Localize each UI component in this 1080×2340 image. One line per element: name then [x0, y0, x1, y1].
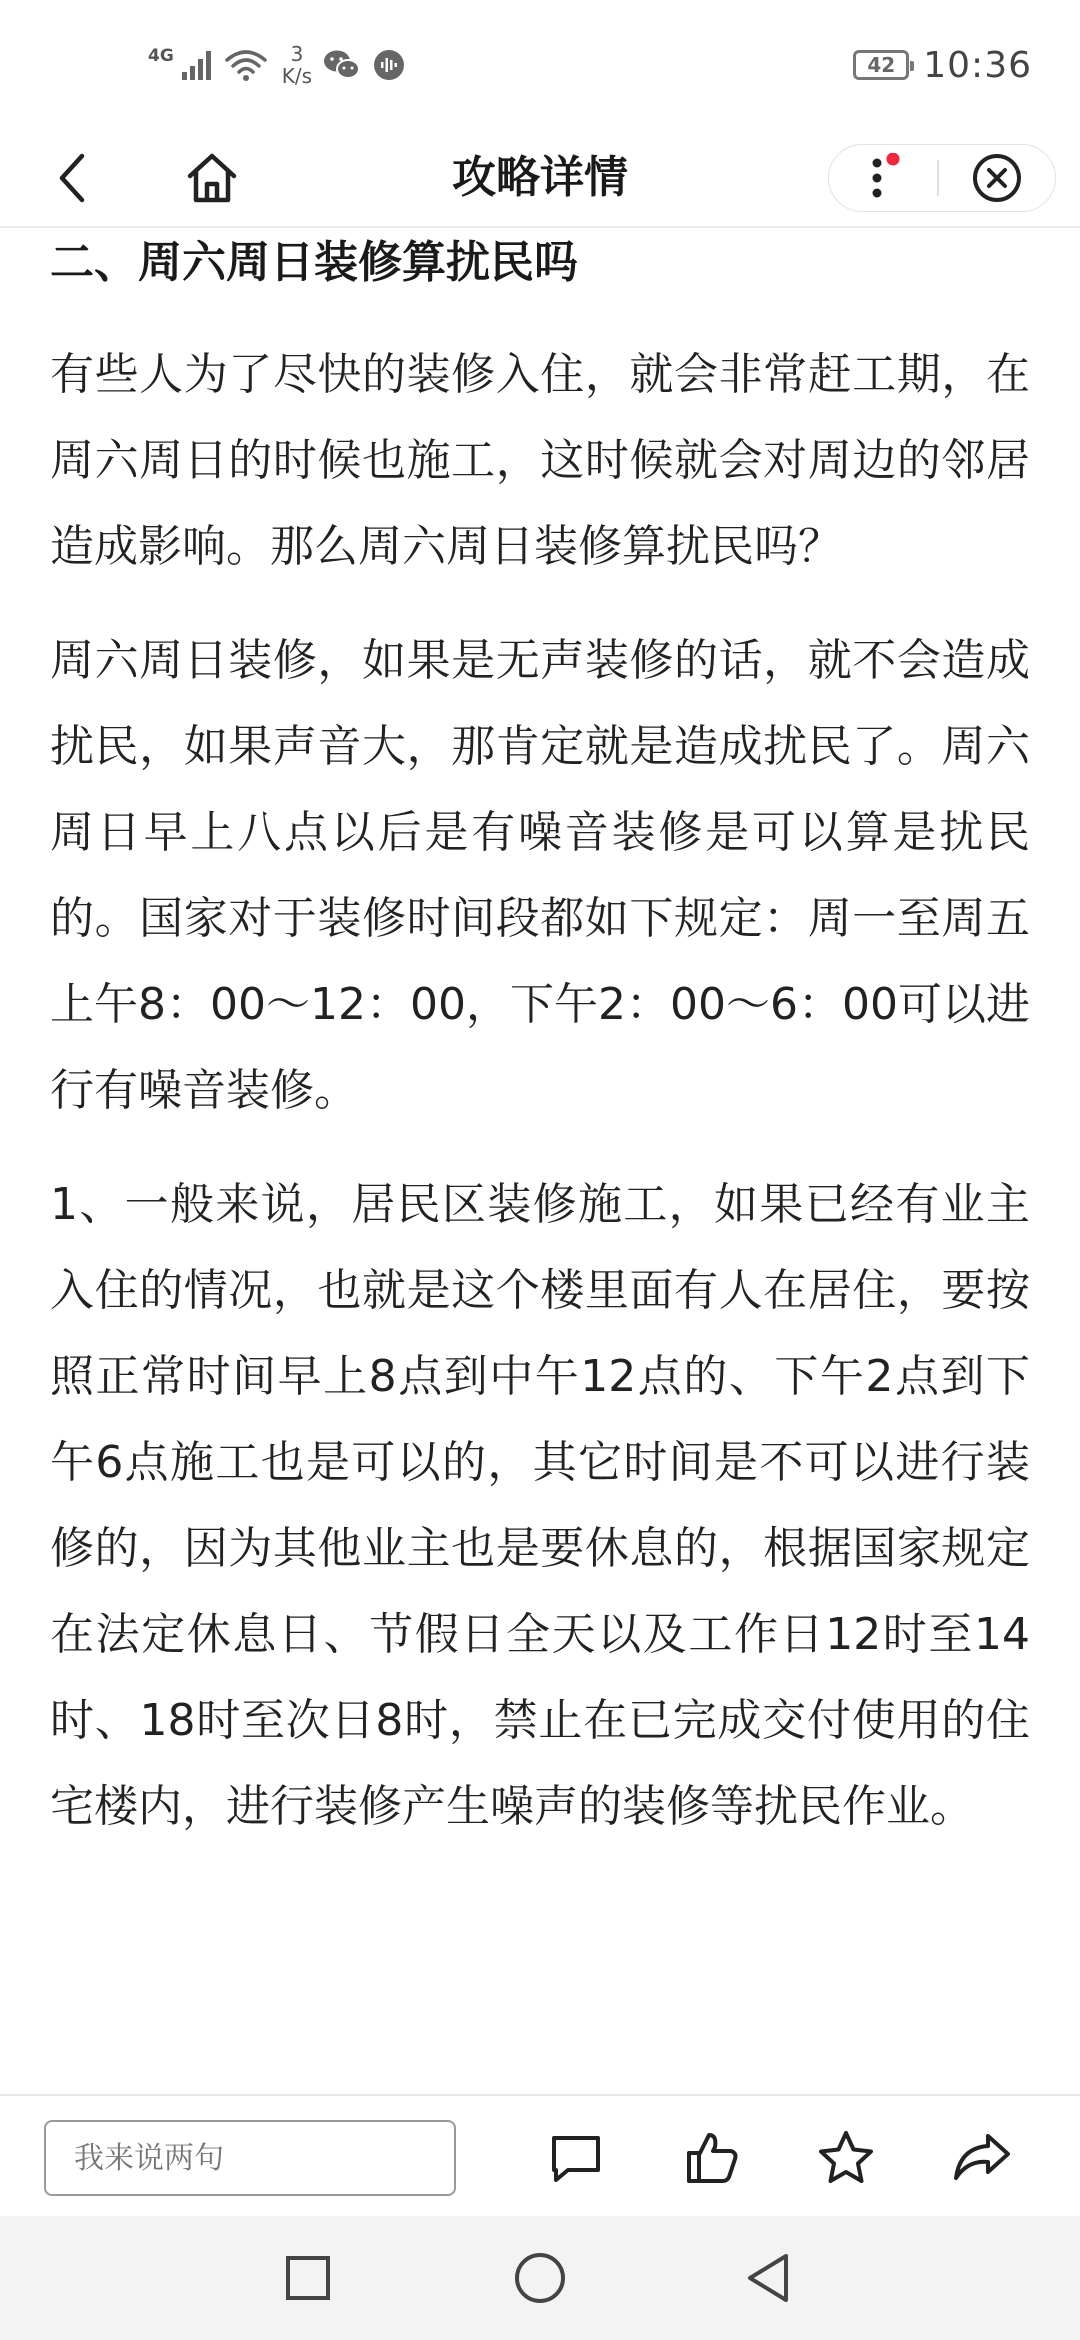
comment-bar	[0, 2094, 1080, 2218]
section-title: 二、周六周日装修算扰民吗	[50, 237, 578, 288]
article-paragraph: 周六周日装修，如果是无声装修的话，就不会造成扰民，如果声音大，那肯定就是造成扰民了。周六周日早上八点以后是有噪音装修是可以算是扰民的。国家对于装修时间段都如下规定：周一至周五上午8：00～12：00，下午2：00～6：00可以进行有噪音装修。	[50, 635, 1030, 1116]
network-type-label: 4G	[148, 46, 174, 66]
article-content[interactable]	[50, 226, 1030, 2092]
wifi-icon	[224, 48, 268, 82]
clock: 10:36	[923, 44, 1032, 86]
comment-input[interactable]	[44, 2120, 456, 2196]
close-button[interactable]	[939, 144, 1055, 212]
status-left	[148, 40, 406, 90]
home-circle-icon	[512, 2250, 568, 2306]
status-bar	[0, 0, 1080, 130]
article-paragraph: 1、一般来说，居民区装修施工，如果已经有业主入住的情况，也就是这个楼里面有人在居住，要按照正常时间早上8点到中午12点的、下午2点到下午6点施工也是可以的，其它时间是不可以进行装修的，因为其他业主也是要休息的，根据国家规定在法定休息日、节假日全天以及工作日12时至14时、18时至次日8时，禁止在已完成交付使用的住宅楼内，进行装修产生噪声的装修等扰民作业。	[50, 1179, 1030, 1832]
more-button[interactable]	[829, 144, 937, 212]
close-circle-icon	[971, 152, 1023, 204]
network-speed	[282, 43, 312, 87]
recent-apps-icon	[283, 2253, 333, 2303]
favorite-button[interactable]	[812, 2124, 880, 2192]
system-nav-bar	[0, 2216, 1080, 2340]
battery-icon	[853, 50, 909, 80]
network-speed-unit: K/s	[281, 64, 313, 88]
share-icon	[952, 2130, 1012, 2186]
page-title: 攻略详情	[452, 152, 628, 203]
like-icon	[683, 2129, 741, 2187]
cellular-signal-icon	[180, 48, 214, 82]
article-paragraph: 有些人为了尽快的装修入住，就会非常赶工期，在周六周日的时候也施工，这时候就会对周边的邻居造成影响。那么周六周日装修算扰民吗？	[50, 349, 1030, 572]
wechat-icon	[322, 48, 362, 82]
voice-app-icon	[372, 48, 406, 82]
like-button[interactable]	[678, 2124, 746, 2192]
mini-program-capsule	[828, 144, 1056, 212]
notification-dot-icon	[887, 153, 900, 166]
comment-icon	[548, 2130, 604, 2186]
star-icon	[816, 2129, 876, 2187]
more-vertical-icon	[863, 153, 903, 203]
recent-apps-button[interactable]	[270, 2240, 346, 2316]
system-home-button[interactable]	[502, 2240, 578, 2316]
status-right	[853, 40, 1032, 90]
back-triangle-icon	[742, 2250, 794, 2306]
system-back-button[interactable]	[730, 2240, 806, 2316]
header	[0, 130, 1080, 228]
share-button[interactable]	[948, 2124, 1016, 2192]
comment-button[interactable]	[542, 2124, 610, 2192]
battery-level: 42	[867, 53, 896, 77]
network-speed-value: 3	[290, 42, 304, 66]
